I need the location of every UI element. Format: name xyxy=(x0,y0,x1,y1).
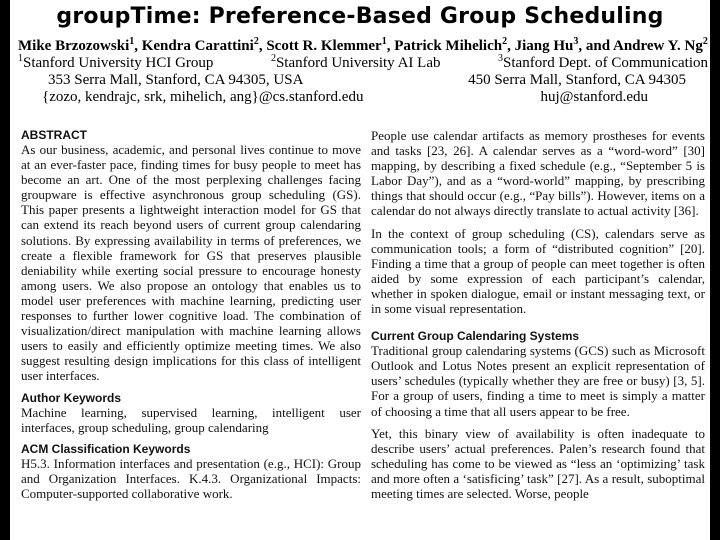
section-paragraph-2: Yet, this binary view of availability is often inadequate to describe users’ actual preferences. Palen’s research found that scheduling has come to be viewed as “less an ‘optimizing’ task and more often a ‘satisficing’ task” [27]. As a result, suboptimal meeting times are selected. Worse, people xyxy=(371,425,705,501)
email-row xyxy=(18,89,708,106)
author-list xyxy=(18,38,708,55)
keywords-heading: Author Keywords xyxy=(21,390,122,405)
author-block xyxy=(18,38,708,106)
keywords-text: Machine learning, supervised learning, intelligent user interfaces, group scheduling, group calendaring xyxy=(21,404,361,435)
author: Jiang Hu$^3$, xyxy=(514,36,586,54)
section-heading: Current Group Calendaring Systems xyxy=(371,329,580,344)
address-row xyxy=(18,72,708,89)
author: Kendra Carattini$^2$, xyxy=(141,36,267,54)
abstract-text: As our business, academic, and personal lives continue to move at an ever-faster pace, finding times for busy people to meet has become an art. One of the most perplexing challenges facing groupware is effective asynchronous group scheduling (GS). This paper presents a lightweight interaction model for GS that can extend its reach beyond users of current group calendaring solutions. By expressing availability in terms of preferences, we create a flexible framework for GS that preserves plausible deniability while exerting social pressure to encourage honesty among users. We also propose an ontology that enables us to model user preferences with machine learning, predicting user responses to further lower cognitive load. The combination of visualization/direct manipulation with machine learning allows users to easily and efficiently optimize meeting times. We also suggest resulting design implications for this class of intelligent user interfaces. xyxy=(21,142,361,384)
email-1: {zozo, kendrajc, srk, mihelich, ang}@cs.stanford.edu xyxy=(42,89,364,105)
intro-paragraph-2: In the context of group scheduling (CS), calendars serve as communication tools; a form of “distributed cognition” [20]. Finding a time that a group of people can meet together is often aided by some expression of each participant’s calendar, whether in spoken dialogue, email or instant messaging text, or in some visual representation. xyxy=(371,225,705,317)
author: Patrick Mihelich$^2$, xyxy=(394,36,515,54)
author: and Andrew Y. Ng$^2$ xyxy=(585,36,708,54)
affiliation-3: $^3$Stanford Dept. of Communication xyxy=(498,53,708,71)
author: Mike Brzozowski$^1$, xyxy=(18,36,142,54)
right-column xyxy=(371,128,705,508)
affiliation-2: $^2$Stanford University AI Lab xyxy=(270,53,441,71)
affiliation-row xyxy=(18,55,708,72)
email-3: huj@stanford.edu xyxy=(540,89,648,105)
left-column xyxy=(21,128,361,508)
address-3: 450 Serra Mall, Stanford, CA 94305 xyxy=(468,72,686,88)
abstract-heading: ABSTRACT xyxy=(21,128,87,142)
paper-title: groupTime: Preference-Based Group Scheduling xyxy=(56,4,664,29)
acm-heading: ACM Classification Keywords xyxy=(21,441,191,456)
right-scan-edge xyxy=(710,0,720,540)
left-scan-edge xyxy=(0,0,10,540)
intro-paragraph-1: People use calendar artifacts as memory prostheses for events and tasks [23, 26]. A calendar serves as a “word-word” [30] mapping, by describing a fixed schedule (e.g., “September 5 is Labor Day”), and as a “word-world” mapping, by prescribing things that should occur (e.g., “Pay bills”). However, items on a calendar do not always directly translate to actual activity [36]. xyxy=(371,128,705,219)
author: Scott R. Klemmer$^1$, xyxy=(266,36,395,54)
affiliation-1: $^1$Stanford University HCI Group xyxy=(18,53,214,71)
address-1: 353 Serra Mall, Stanford, CA 94305, USA xyxy=(48,72,304,88)
acm-text: H5.3. Information interfaces and presentation (e.g., HCI): Group and Organization Interfaces. K.4.3. Organizational Impacts: Computer-supported collaborative work. xyxy=(21,455,361,501)
section-paragraph-1: Traditional group calendaring systems (GCS) such as Microsoft Outlook and Lotus Notes present an explicit representation of users’ schedules (typically whether they are free or busy) [3, 5]. For a group of users, finding a time to meet is simply a matter of choosing a time that all users appear to be free. xyxy=(371,343,705,419)
